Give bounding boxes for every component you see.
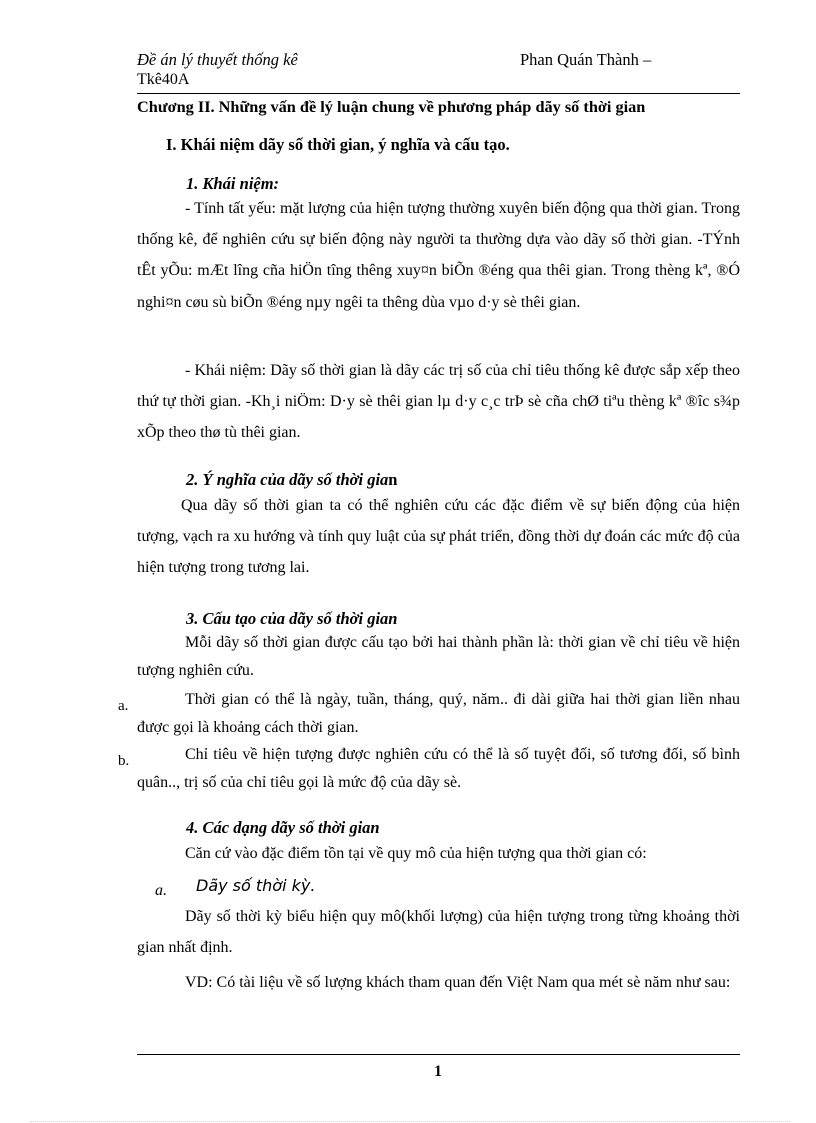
subsection-1-paragraph-2: - Khái niệm: Dãy số thời gian là dãy các trị số của chỉ tiêu thống kê được sắp xếp theo thứ tự thời gian. -Kh¸i niÖm: D·y sè thêi gian lµ d·y c¸c trÞ sè cña chØ tiªu thèng kª ®îc s¾p xÕp theo thø tù thêi gian.	[137, 362, 740, 442]
footer-rule	[137, 1054, 740, 1055]
list-item-a: Thời gian có thể là ngày, tuần, tháng, quý, năm.. đi dài giữa hai thời gian liền nhau được gọi là khoảng cách thời gian.	[137, 691, 740, 736]
header-author: Phan Quán Thành –	[520, 50, 652, 69]
section-title: I. Khái niệm dãy số thời gian, ý nghĩa và cấu tạo.	[166, 135, 510, 154]
list-marker-a: a.	[118, 698, 129, 714]
subsection-2-title	[186, 470, 397, 490]
chapter-title: Chương II. Những vấn đề lý luận chung về phương pháp dãy số thời gian	[137, 97, 646, 116]
header-class-code: Tkê40A	[137, 71, 190, 88]
subsection-4-title: 4. Các dạng dãy số thời gian	[186, 818, 380, 837]
page-edge-divider	[30, 1121, 790, 1122]
list-marker-4a: a.	[155, 882, 167, 899]
page-number: 1	[434, 1063, 442, 1080]
subsection-3-paragraph: Mỗi dãy số thời gian được cấu tạo bởi hai thành phần là: thời gian về chỉ tiêu về hiện tượng nghiên cứu.	[137, 634, 740, 679]
list-marker-b: b.	[118, 753, 130, 769]
subsection-2-paragraph: Qua dãy số thời gian ta có thể nghiên cứu các đặc điểm về sự biến động của hiện tượng, vạch ra xu hướng và tính quy luật của sự phát triển, đồng thời dự đoán các mức độ của hiện tượng trong tương lai.	[137, 497, 740, 577]
header-rule	[137, 93, 740, 94]
subsection-4-paragraph-1: Căn cứ vào đặc điểm tồn tại về quy mô của hiện tượng qua thời gian có:	[185, 845, 647, 862]
list-item-4a-title: Dãy số thời kỳ.	[196, 876, 316, 895]
subsection-3-title: 3. Cấu tạo của dãy số thời gian	[186, 609, 398, 628]
subsection-2-title-text: 2. Ý nghĩa của dãy số thời gia	[186, 470, 389, 489]
subsection-4-paragraph-2: Dãy số thời kỳ biểu hiện quy mô(khối lượng) của hiện tượng trong từng khoảng thời gian nhất định.	[137, 908, 740, 957]
subsection-1-title: 1. Khái niệm:	[186, 174, 280, 193]
list-item-b: Chỉ tiêu về hiện tượng được nghiên cứu có thể là số tuyệt đối, số tương đối, số bình quân.., trị số của chỉ tiêu gọi là mức độ của dãy sè.	[137, 746, 740, 791]
header-document-title: Đề án lý thuyết thống kê	[137, 50, 298, 69]
subsection-1-paragraph-1: - Tính tất yếu: mặt lượng của hiện tượng thường xuyên biến động qua thời gian. Trong thống kê, để nghiên cứu sự biến động này người ta thường dựa vào dãy số thời gian. -TÝnh tÊt yÕu: mÆt lîng cña hiÖn tîng thêng xuy¤n biÕn ®éng qua thêi gian. Trong thèng kª, ®Ó nghi¤n cøu sù biÕn ®éng nµy ngêi ta thêng dùa vµo d·y sè thêi gian.	[137, 200, 740, 311]
subsection-2-title-tail: n	[388, 470, 398, 489]
subsection-4-paragraph-3: VD: Có tài liệu về số lượng khách tham quan đến Việt Nam qua mét sè năm như sau:	[185, 974, 731, 991]
